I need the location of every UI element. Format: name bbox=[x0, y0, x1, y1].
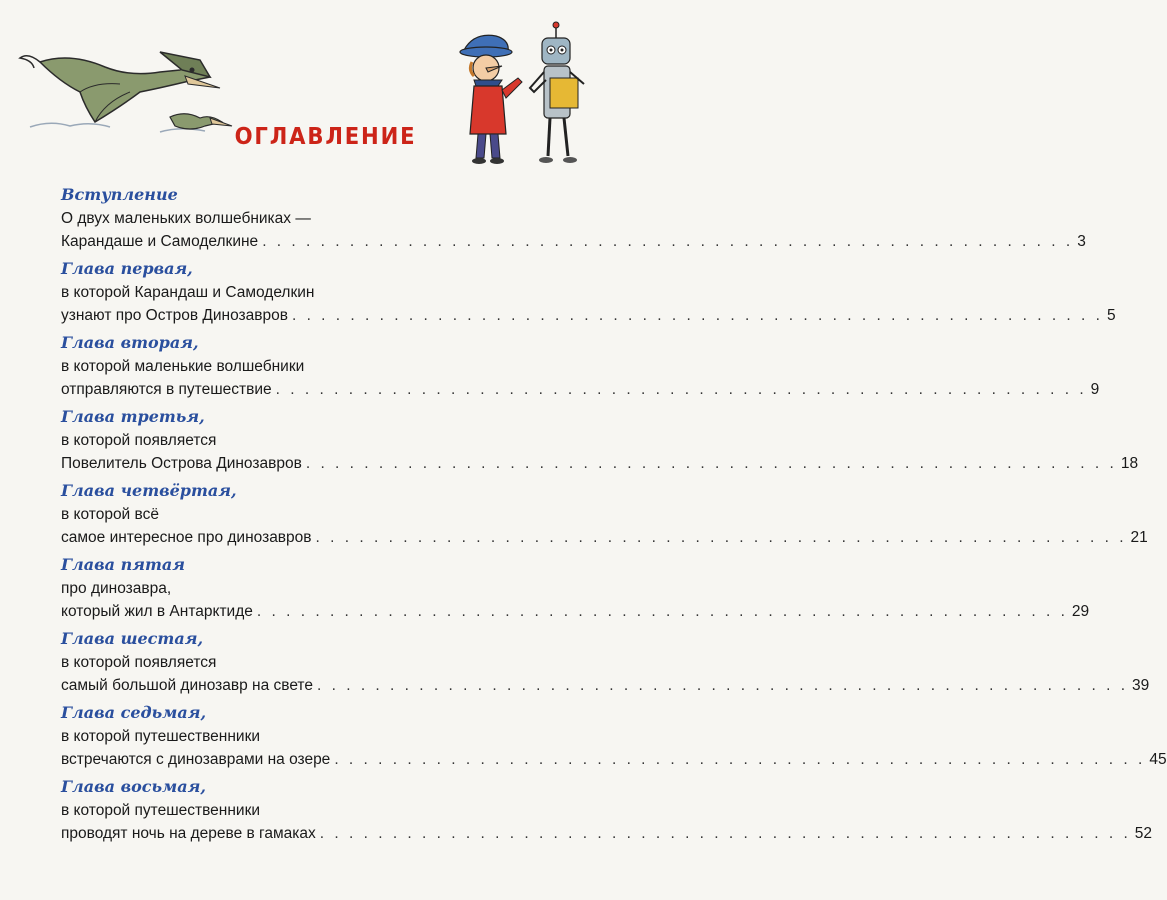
dot-leader: . . . . . . . . . . . . . . . . . . . . . . . . . . . . . . . . . . . . . . . . . . . . . . . . . . . . . . . . bbox=[305, 455, 1117, 472]
chapter-description-line: про динозавра, bbox=[61, 580, 172, 597]
dot-leader: . . . . . . . . . . . . . . . . . . . . . . . . . . . . . . . . . . . . . . . . . . . . . . . . . . . . . . . . bbox=[256, 603, 1068, 620]
chapter-description-line bbox=[61, 304, 1116, 327]
chapter-title: Глава четвёртая, bbox=[61, 481, 237, 500]
chapter-description-text: встречаются с динозаврами на озере bbox=[61, 751, 331, 768]
toc-entry bbox=[61, 479, 1148, 553]
dot-leader: . . . . . . . . . . . . . . . . . . . . . . . . . . . . . . . . . . . . . . . . . . . . . . . . . . . . . . . . bbox=[316, 677, 1128, 694]
page-number: 29 bbox=[1071, 603, 1090, 620]
table-of-contents bbox=[61, 183, 1167, 849]
toc-entry bbox=[61, 627, 1150, 701]
chapter-description-line: в которой появляется bbox=[61, 654, 217, 671]
chapter-description-text: который жил в Антарктиде bbox=[61, 603, 253, 620]
page-number: 52 bbox=[1134, 825, 1153, 842]
chapter-description-text: Карандаше и Самоделкине bbox=[61, 233, 259, 250]
chapter-description-line: в которой путешественники bbox=[61, 802, 261, 819]
chapter-description-line bbox=[61, 378, 1100, 401]
toc-entry bbox=[61, 257, 1116, 331]
dot-leader: . . . . . . . . . . . . . . . . . . . . . . . . . . . . . . . . . . . . . . . . . . . . . . . . . . . . . . . . bbox=[334, 751, 1146, 768]
chapter-description-text: отправляются в путешествие bbox=[61, 381, 272, 398]
dot-leader: . . . . . . . . . . . . . . . . . . . . . . . . . . . . . . . . . . . . . . . . . . . . . . . . . . . . . . . . bbox=[291, 307, 1103, 324]
chapter-description-text: узнают про Остров Динозавров bbox=[61, 307, 288, 324]
toc-entry bbox=[61, 183, 1086, 257]
chapter-title: Глава шестая, bbox=[61, 629, 204, 648]
dot-leader: . . . . . . . . . . . . . . . . . . . . . . . . . . . . . . . . . . . . . . . . . . . . . . . . . . . . . . . . bbox=[275, 381, 1087, 398]
chapter-title: Глава седьмая, bbox=[61, 703, 207, 722]
chapter-description-line bbox=[61, 452, 1139, 475]
chapter-description-line: в которой путешественники bbox=[61, 728, 261, 745]
page-number: 9 bbox=[1090, 381, 1100, 398]
chapter-description-line bbox=[61, 600, 1090, 623]
page-title: ОГЛАВЛЕНИЕ bbox=[234, 124, 417, 150]
chapter-title: Глава пятая bbox=[61, 555, 185, 574]
toc-entry bbox=[61, 405, 1139, 479]
chapter-title: Вступление bbox=[61, 185, 178, 204]
chapter-description-text: самое интересное про динозавров bbox=[61, 529, 312, 546]
chapter-description-text: Повелитель Острова Динозавров bbox=[61, 455, 302, 472]
dot-leader: . . . . . . . . . . . . . . . . . . . . . . . . . . . . . . . . . . . . . . . . . . . . . . . . . . . . . . . . bbox=[262, 233, 1074, 250]
page-number: 5 bbox=[1106, 307, 1116, 324]
chapter-description-line bbox=[61, 674, 1150, 697]
chapter-description-line: в которой всё bbox=[61, 506, 159, 523]
chapter-title: Глава восьмая, bbox=[61, 777, 206, 796]
toc-entry bbox=[61, 775, 1153, 849]
chapter-description-line bbox=[61, 822, 1153, 845]
page-number: 21 bbox=[1130, 529, 1148, 546]
chapter-title: Глава первая, bbox=[61, 259, 193, 278]
chapter-title: Глава третья, bbox=[61, 407, 205, 426]
chapter-title: Глава вторая, bbox=[61, 333, 199, 352]
chapter-description-line bbox=[61, 748, 1167, 771]
toc-entry bbox=[61, 553, 1090, 627]
chapter-description-line: О двух маленьких волшебниках — bbox=[61, 210, 311, 227]
chapter-description-line: в которой появляется bbox=[61, 432, 217, 449]
page-number: 39 bbox=[1132, 677, 1150, 694]
dot-leader: . . . . . . . . . . . . . . . . . . . . . . . . . . . . . . . . . . . . . . . . . . . . . . . . . . . . . . . . bbox=[315, 529, 1127, 546]
toc-entry bbox=[61, 701, 1167, 775]
chapter-description-line: в которой маленькие волшебники bbox=[61, 358, 305, 375]
page-number: 45 bbox=[1149, 751, 1167, 768]
chapter-description-text: самый большой динозавр на свете bbox=[61, 677, 313, 694]
toc-entry bbox=[61, 331, 1100, 405]
page-number: 18 bbox=[1120, 455, 1139, 472]
page-number: 3 bbox=[1077, 233, 1086, 250]
dot-leader: . . . . . . . . . . . . . . . . . . . . . . . . . . . . . . . . . . . . . . . . . . . . . . . . . . . . . . . . bbox=[319, 825, 1131, 842]
chapter-description-line bbox=[61, 526, 1148, 549]
chapter-description-line bbox=[61, 230, 1086, 253]
chapter-description-line: в которой Карандаш и Самоделкин bbox=[61, 284, 315, 301]
chapter-description-text: проводят ночь на дереве в гамаках bbox=[61, 825, 316, 842]
